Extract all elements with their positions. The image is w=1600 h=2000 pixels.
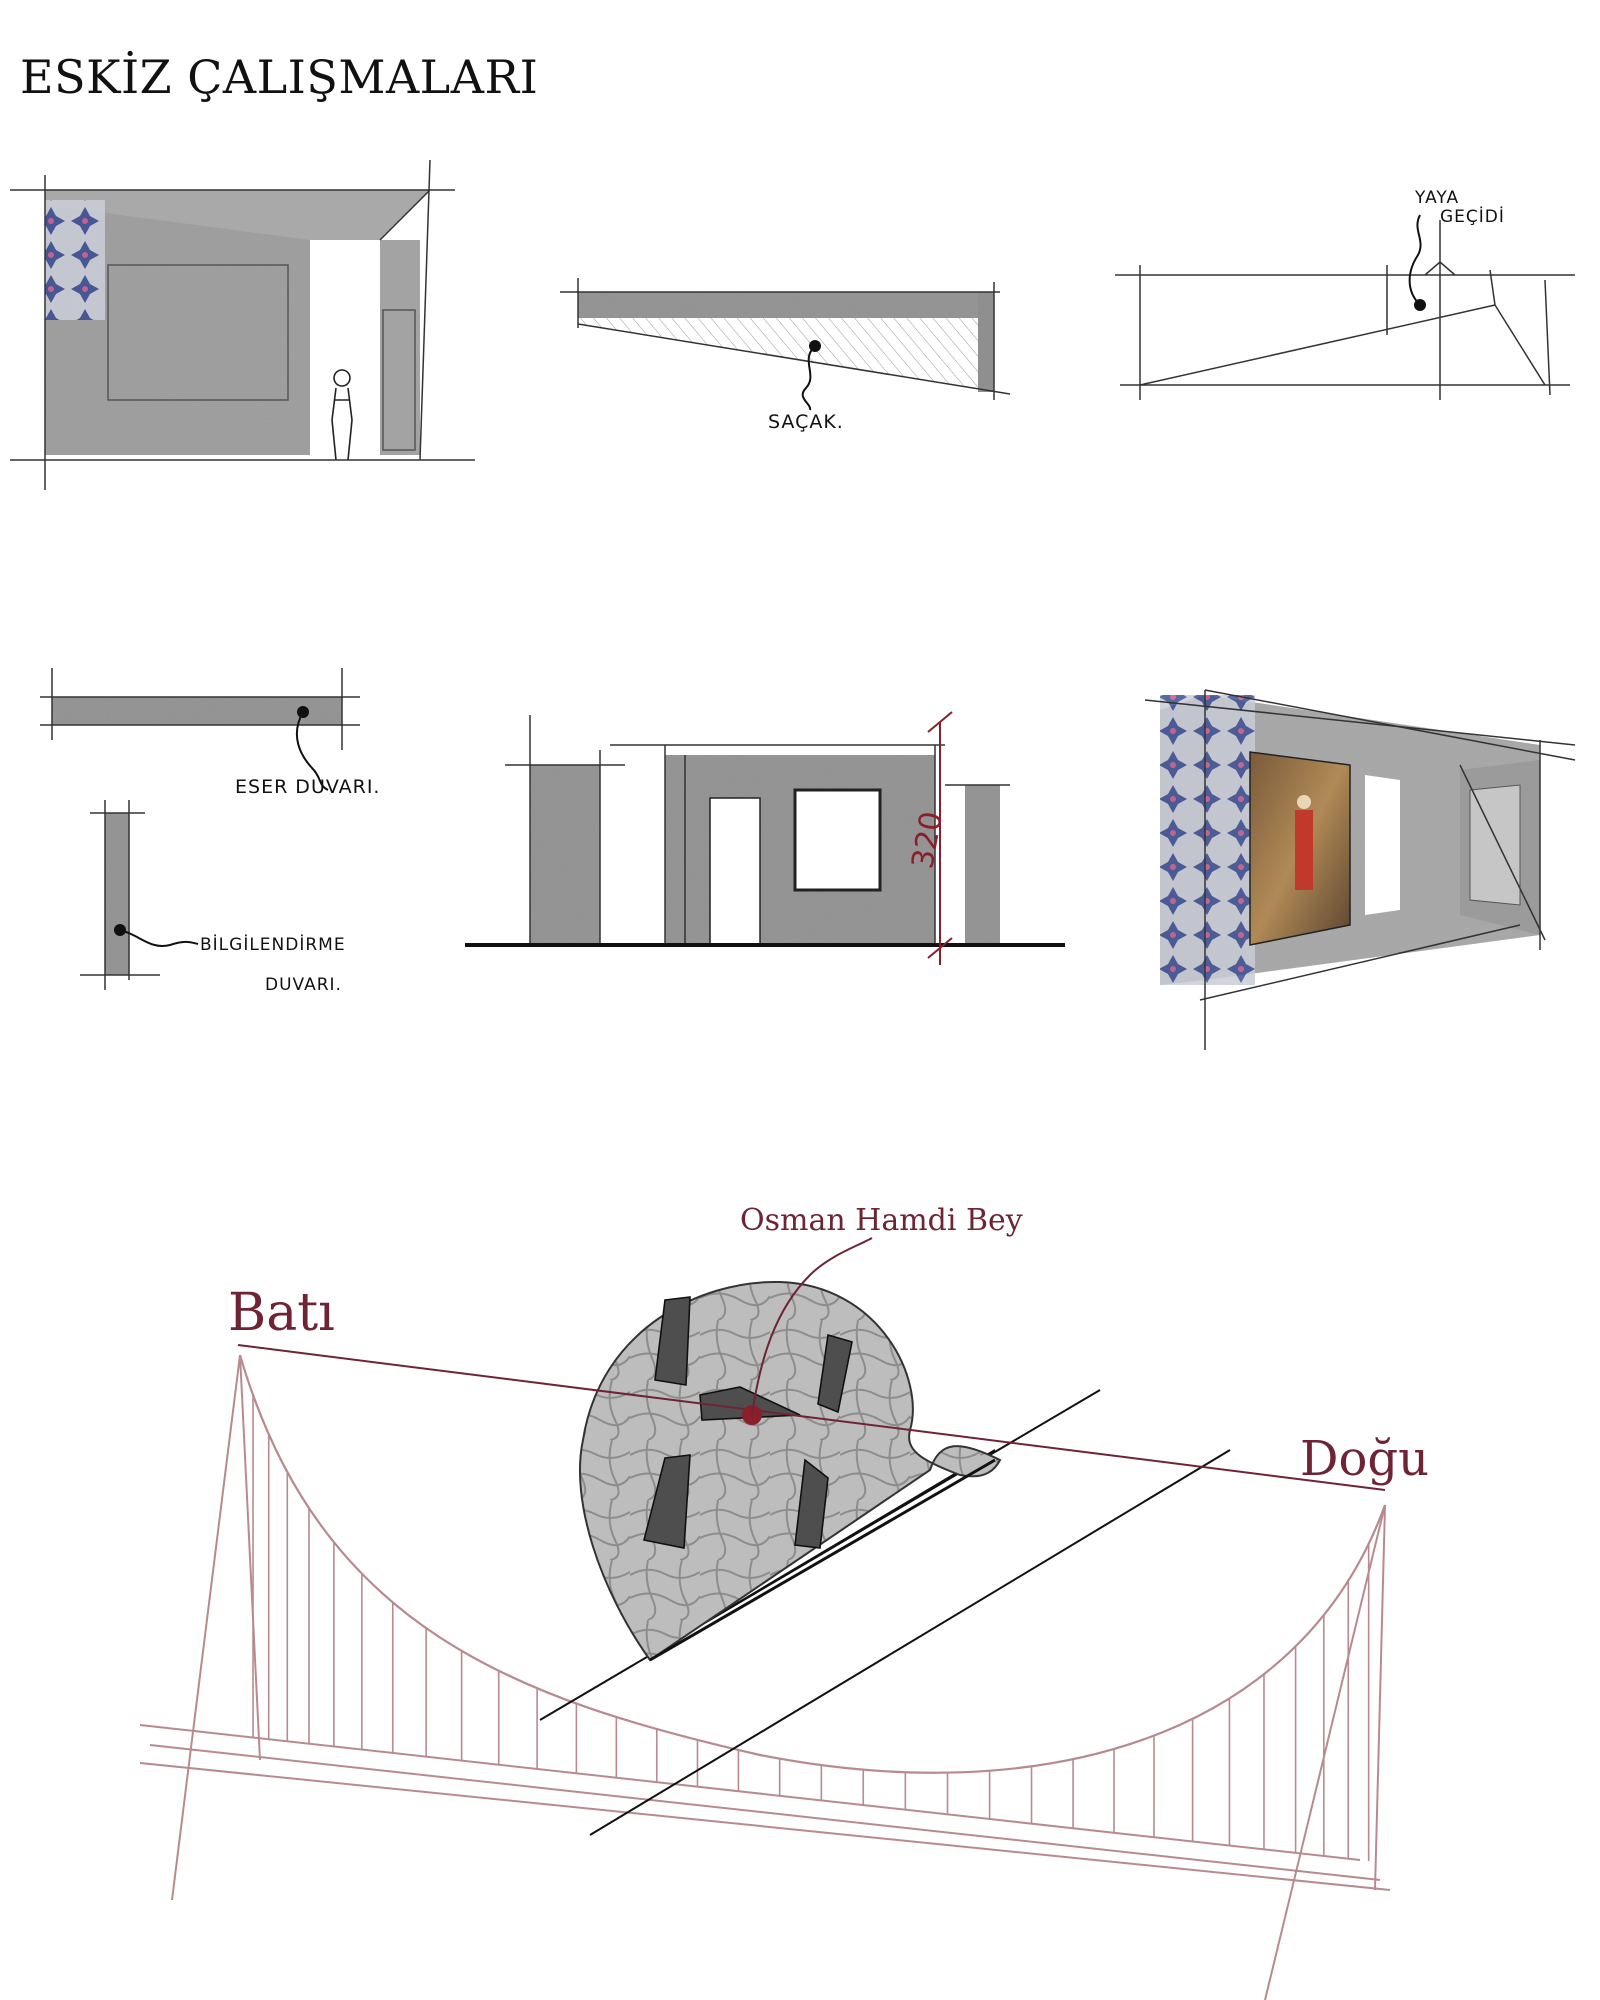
dimension-label: 320	[905, 808, 950, 872]
eser-label: ESER DUVARI.	[235, 776, 381, 798]
sketch-perspective	[1145, 690, 1575, 1050]
yaya-label-2: GEÇİDİ	[1440, 207, 1505, 227]
sketch-elevation-1	[10, 160, 475, 490]
sketch-canopy-section	[560, 278, 1010, 433]
bilgi-label-1: BİLGİLENDİRME	[200, 935, 346, 955]
tile-panel	[45, 200, 105, 320]
bridge-diagram	[140, 1203, 1429, 2000]
tile-panel	[1160, 695, 1255, 985]
east-label: Doğu	[1300, 1431, 1430, 1487]
sacak-label: SAÇAK.	[768, 411, 844, 433]
sketch-plan-walls	[40, 668, 380, 995]
bilgi-label-2: DUVARI.	[265, 975, 342, 995]
yaya-label-1: YAYA	[1415, 188, 1460, 208]
center-label: Osman Hamdi Bey	[740, 1203, 1023, 1238]
plaza-shape	[580, 1282, 1000, 1660]
page-title: ESKİZ ÇALIŞMALARI	[20, 50, 539, 104]
sketch-front-elevation	[465, 712, 1065, 965]
sketch-pedestrian-crossing	[1115, 188, 1575, 400]
bridge-deck	[140, 1725, 1390, 1890]
west-label: Batı	[228, 1283, 335, 1343]
